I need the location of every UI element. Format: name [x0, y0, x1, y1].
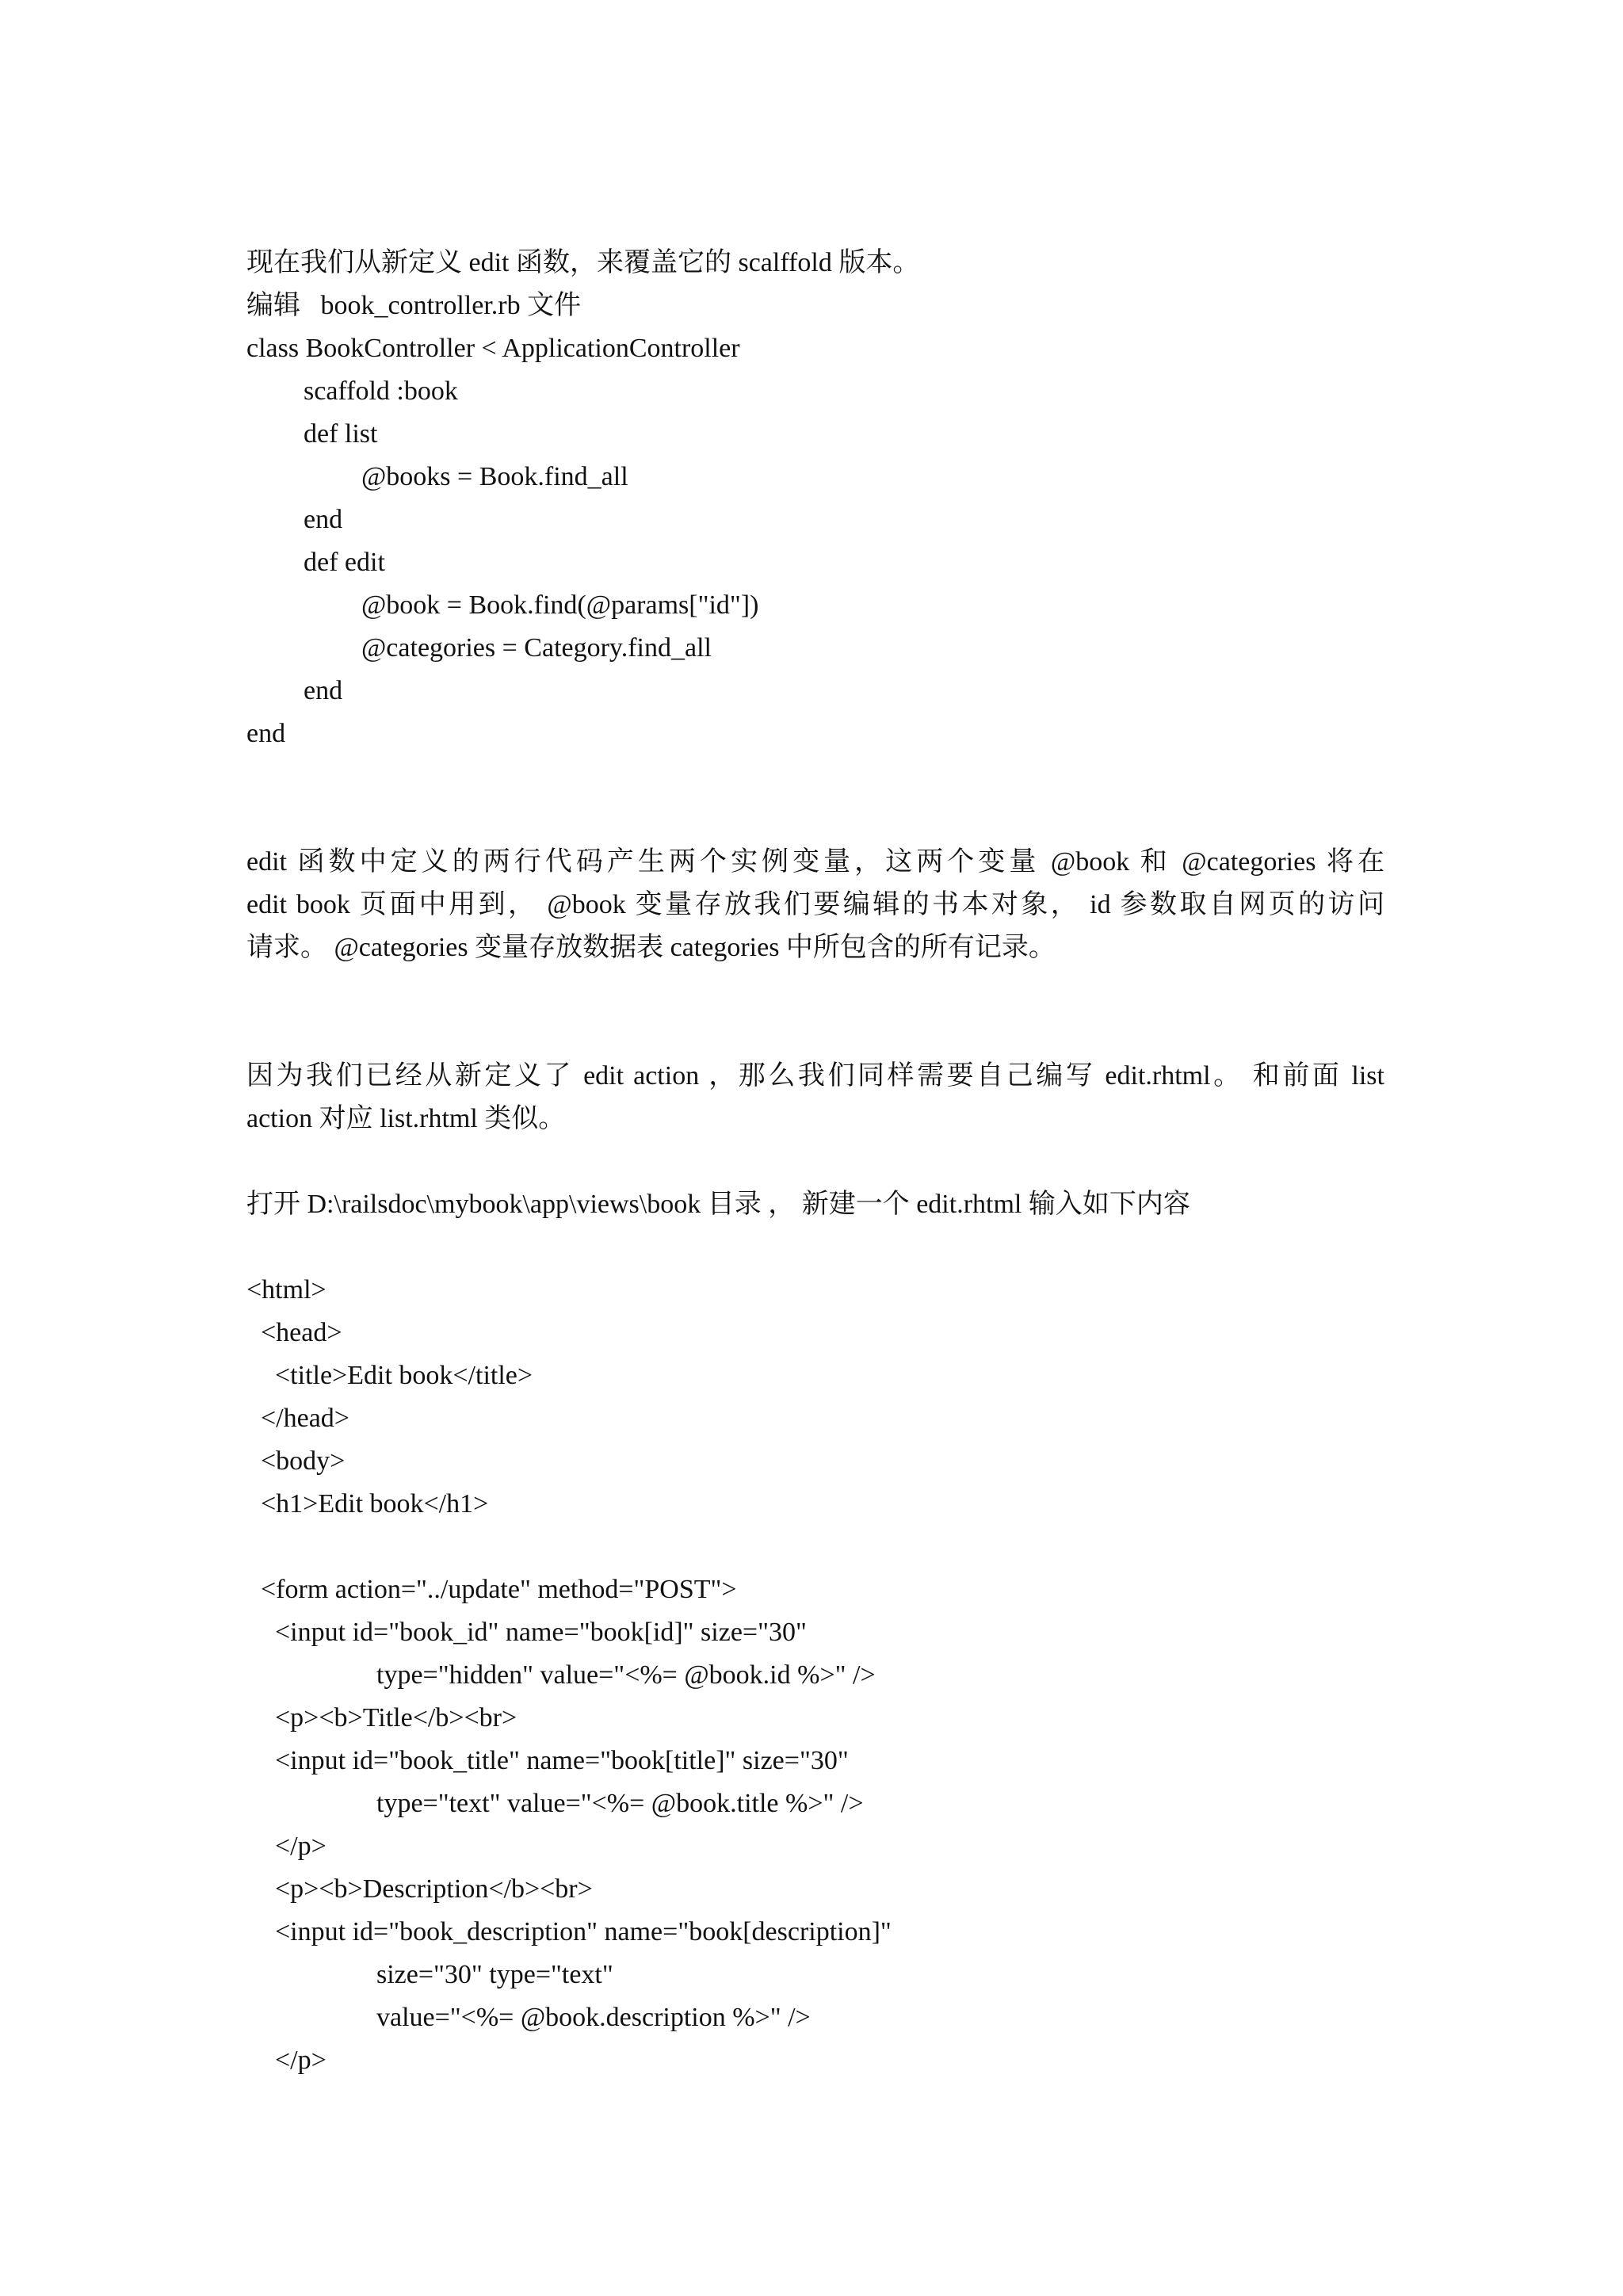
controller-code-line: end	[304, 505, 343, 534]
explanation-line: edit 函数中定义的两行代码产生两个实例变量，这两个变量 @book 和 @categories 将在	[246, 847, 1384, 877]
html-code-line: </p>	[275, 1832, 327, 1861]
edit-file-line: 编辑 book_controller.rb 文件	[246, 291, 582, 320]
html-code-line: <h1>Edit book</h1>	[261, 1489, 489, 1519]
html-code-line: </p>	[275, 2046, 327, 2075]
controller-code-line: @book = Book.find(@params["id"])	[361, 590, 759, 620]
explanation-line: 请求。 @categories 变量存放数据表 categories 中所包含的所有记录。	[246, 933, 1056, 962]
controller-code-line: def list	[304, 419, 378, 449]
explanation-line: edit book 页面中用到， @book 变量存放我们要编辑的书本对象， id 参数取自网页的访问	[246, 890, 1384, 919]
html-code-line: size="30" type="text"	[376, 1960, 613, 1989]
html-code-line: value="<%= @book.description %>" />	[376, 2003, 811, 2032]
html-code-line: </head>	[261, 1404, 349, 1433]
html-code-line: <p><b>Title</b><br>	[275, 1703, 517, 1733]
html-code-line: type="text" value="<%= @book.title %>" />	[376, 1789, 864, 1818]
controller-code-line: def edit	[304, 548, 385, 577]
controller-code-line: scaffold :book	[304, 376, 458, 406]
controller-code-line: class BookController < ApplicationController	[246, 334, 740, 363]
html-code-line: type="hidden" value="<%= @book.id %>" />	[376, 1660, 876, 1690]
controller-code-line: end	[304, 676, 343, 705]
controller-code-line: @categories = Category.find_all	[361, 633, 712, 663]
html-code-line: <title>Edit book</title>	[275, 1361, 533, 1390]
html-code-line: <input id="book_title" name="book[title]" size="30"	[275, 1746, 849, 1775]
rhtml-explanation-line: 因为我们已经从新定义了 edit action ，那么我们同样需要自己编写 edit.rhtml。 和前面 list	[246, 1061, 1384, 1091]
html-code-line: <form action="../update" method="POST">	[261, 1575, 737, 1604]
html-code-line: <html>	[246, 1275, 327, 1305]
intro-line: 现在我们从新定义 edit 函数，来覆盖它的 scalffold 版本。	[246, 248, 920, 277]
html-code-line: <head>	[261, 1318, 342, 1347]
rhtml-explanation-line: action 对应 list.rhtml 类似。	[246, 1104, 566, 1133]
html-code-line: <input id="book_id" name="book[id]" size="30"	[275, 1618, 807, 1647]
html-code-line: <input id="book_description" name="book[description]"	[275, 1917, 892, 1946]
controller-code-line: end	[246, 719, 286, 748]
html-code-line: <body>	[261, 1446, 346, 1476]
html-code-line: <p><b>Description</b><br>	[275, 1874, 593, 1904]
controller-code-line: @books = Book.find_all	[361, 462, 628, 491]
instruction-line: 打开 D:\railsdoc\mybook\app\views\book 目录 ， 新建一个 edit.rhtml 输入如下内容	[246, 1190, 1190, 1219]
